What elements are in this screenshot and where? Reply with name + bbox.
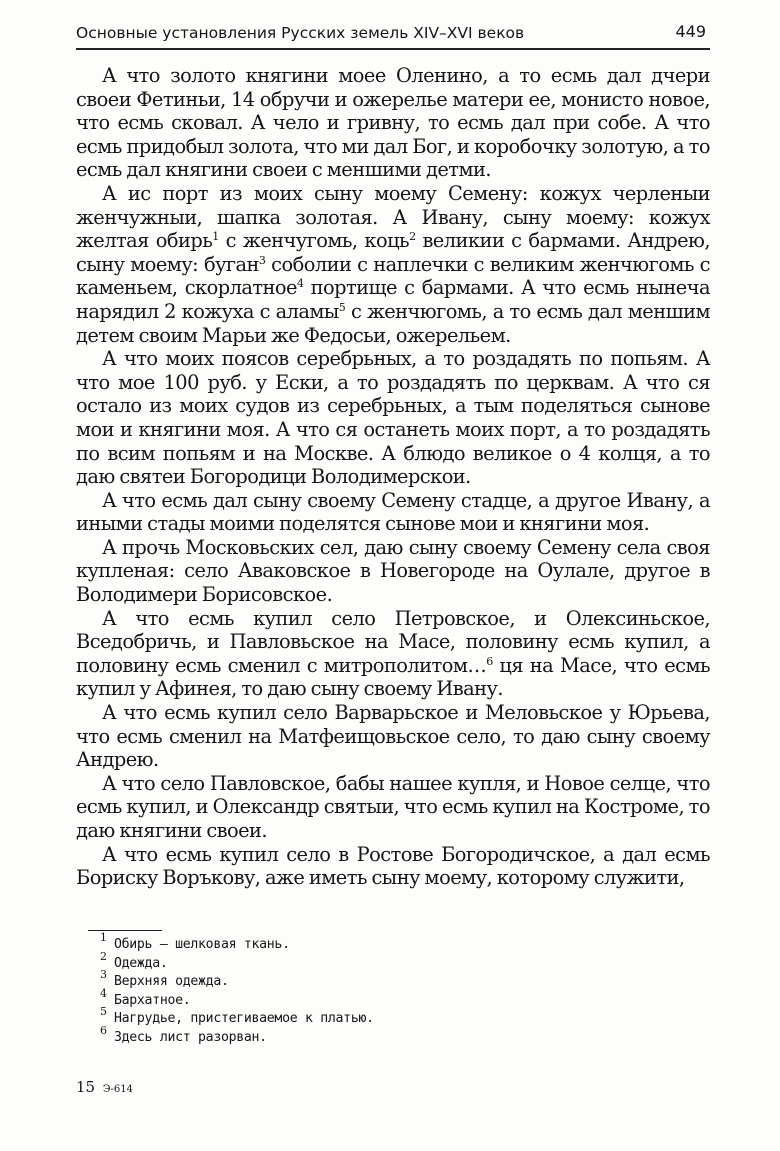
footnote-text: Нагрудье, пристегиваемое к платью. bbox=[114, 1011, 374, 1027]
paragraph bbox=[76, 347, 710, 489]
footnote-ref: 2 bbox=[409, 230, 416, 244]
printer-signature bbox=[76, 1078, 133, 1096]
paragraph-text: великии с бармами. Андрею, сыну моему: буган bbox=[76, 229, 710, 276]
footnote bbox=[100, 931, 660, 955]
footnote-ref: 1 bbox=[212, 230, 219, 244]
running-header bbox=[76, 22, 710, 50]
paragraph-text: А ис порт из моих сыну моему Семену: кожух черленыи женчужныи, шапка золотая. А Ивану, сыну моему: кожух желтая обирь bbox=[76, 181, 710, 253]
paragraph-text: А что есмь купил село Петровское, и Олексиньское, Вседобричь, и Павловьское на Масе, половину есмь купил, а половину есмь сменил с митрополитом… bbox=[76, 606, 710, 677]
footnote-mark: 1 bbox=[100, 931, 107, 944]
paragraph bbox=[76, 701, 710, 772]
paragraph-text: А что золото княгини моее Оленино, а то есмь дал дчери своеи Фетиньи, 14 обручи и ожерелье матери ее, монисто новое, что есмь сковал. А чело и гривну, то есмь дал при собе. А что есмь придобыл золота, что ми дал Бог, и коробочку золотую, а то есмь дал княгини своеи с меншими детми. bbox=[76, 64, 710, 182]
footnotes bbox=[100, 931, 660, 1048]
paragraph bbox=[76, 843, 710, 890]
running-title: Основные установления Русских земель XIV–XVI веков bbox=[76, 24, 525, 42]
footnote bbox=[100, 1005, 660, 1029]
footnote bbox=[100, 968, 660, 992]
paragraph bbox=[76, 489, 710, 536]
footnote-mark: 4 bbox=[100, 986, 107, 1000]
footnote-mark: 2 bbox=[100, 949, 107, 963]
paragraph-text: ця на Масе, что есмь купил у Афинея, то даю сыну своему Ивану. bbox=[76, 653, 710, 701]
paragraph bbox=[76, 607, 710, 701]
footnote bbox=[100, 986, 660, 1011]
signature-sheet: 15 bbox=[76, 1078, 96, 1096]
paragraph-text: с женчугомь, коць bbox=[218, 229, 410, 253]
footnote-text: Здесь лист разорван. bbox=[114, 1029, 267, 1045]
paragraph bbox=[76, 64, 710, 182]
main-text bbox=[76, 64, 710, 890]
footnote-text: Бархатное. bbox=[114, 992, 191, 1008]
paragraph-text: портище с бармами. А что есмь нынеча нарядил 2 кожуха с аламы bbox=[76, 276, 710, 323]
footnote-text: Обирь — шелковая ткань. bbox=[114, 937, 290, 952]
paragraph-text: А прочь Московьских сел, даю сыну своему Семену села своя купленая: село Аваковское в Новегороде на Оулале, другое в Володимери Борисовское. bbox=[76, 535, 710, 607]
paragraph-text: А что моих поясов серебрьных, а то роздадять по попьям. А что мое 100 руб. у Ески, а то роздадять по церквам. А что ся остало из моих судов из серебрьных, а тым поделяться сынове мои и княгини моя. А что ся останеть моих порт, а то роздадять по всим попьям и на Москве. А блюдо великое о 4 колця, а то даю святеи Богородици Володимерскои. bbox=[76, 347, 710, 489]
footnote-text: Одежда. bbox=[114, 955, 168, 971]
paragraph-text: соболии с наплечки с великим женчюгомь с каменьем, скорлатное bbox=[76, 252, 710, 300]
footnote-ref: 3 bbox=[258, 253, 266, 267]
footnote-mark: 6 bbox=[100, 1023, 107, 1037]
footnote-mark: 3 bbox=[100, 968, 107, 982]
footnote-ref: 4 bbox=[296, 277, 304, 291]
paragraph bbox=[76, 772, 710, 843]
paragraph-text: с женчюгомь, а то есмь дал меншим детем своим Марьи же Федосьи, ожерельем. bbox=[76, 299, 710, 347]
footnote bbox=[100, 949, 660, 974]
footnote-mark: 5 bbox=[100, 1005, 107, 1019]
paragraph bbox=[76, 182, 710, 347]
footnote-ref: 6 bbox=[486, 654, 493, 668]
page-number: 449 bbox=[675, 22, 706, 41]
footnote-ref: 5 bbox=[338, 300, 346, 314]
footnote bbox=[100, 1023, 660, 1048]
paragraph-text: А что есмь купил село Варварьское и Меловьское у Юрьева, что есмь сменил на Матфеищовьское село, то даю сыну своему Андрею. bbox=[76, 701, 710, 772]
signature-code: Э-614 bbox=[102, 1084, 133, 1095]
footnote-text: Верхняя одежда. bbox=[114, 974, 229, 990]
paragraph-text: А что село Павловское, бабы нашее купля, и Новое селце, что есмь купил, и Олександр святыи, что есмь купил на Костроме, то даю княгини своеи. bbox=[76, 771, 710, 842]
paragraph bbox=[76, 536, 710, 607]
paragraph-text: А что есмь купил село в Ростове Богородичское, а дал есмь Бориску Воръкову, аже иметь сыну моему, которому служити, bbox=[76, 842, 710, 890]
paragraph-text: А что есмь дал сыну своему Семену стадце, а другое Ивану, а иными стады моими поделятся сынове мои и княгини моя. bbox=[76, 488, 710, 536]
